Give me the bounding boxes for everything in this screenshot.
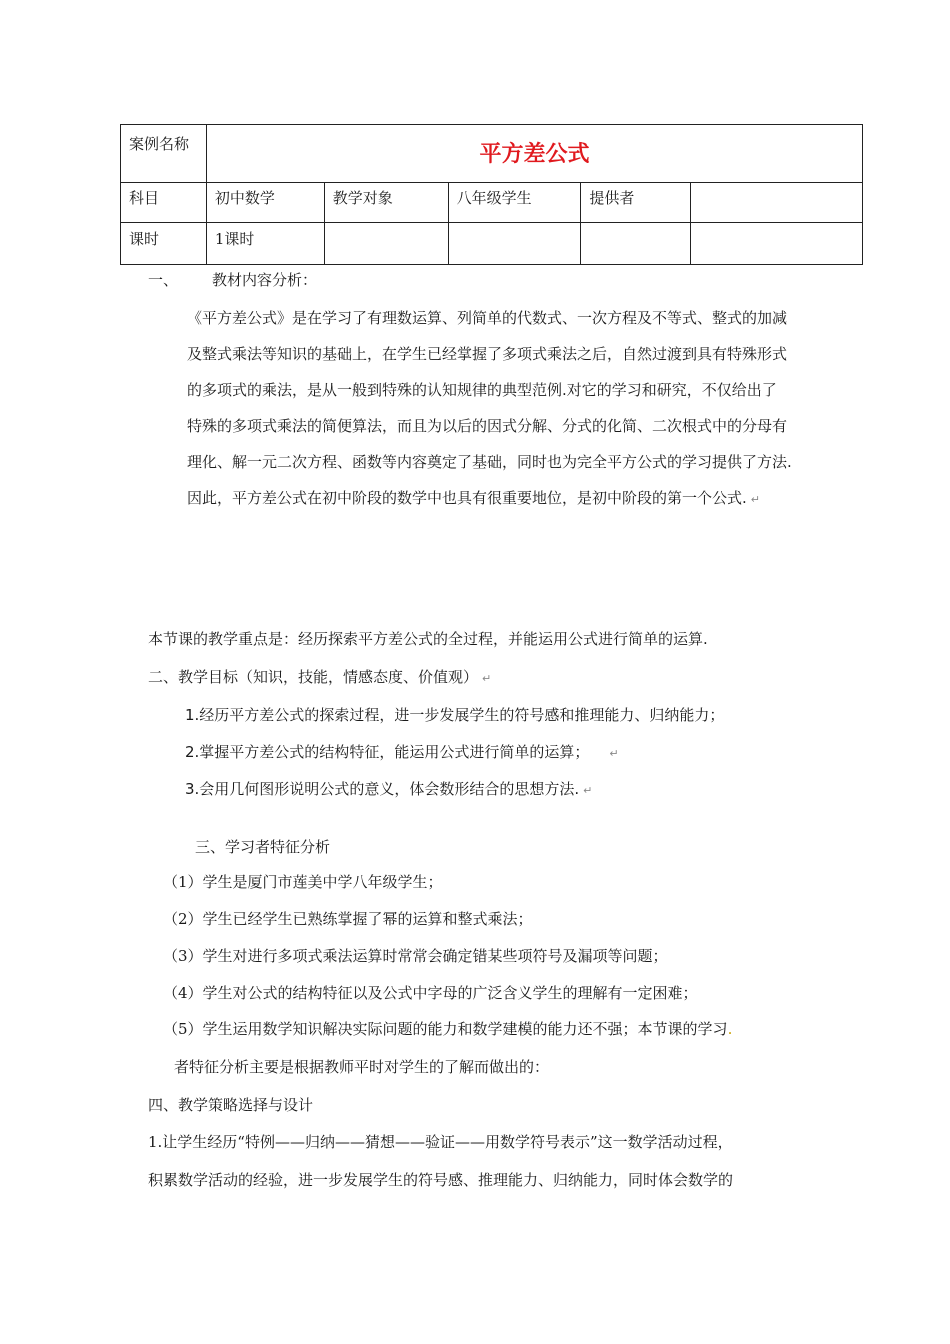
section1-number: 一、 [148, 271, 179, 289]
empty-cell [448, 223, 581, 265]
paragraph-line: 特殊的多项式乘法的简便算法，而且为以后的因式分解、分式的化简、二次根式中的分母有 [187, 417, 788, 435]
learner-item: （1）学生是厦门市莲美中学八年级学生； [163, 873, 443, 891]
focus-text: 本节课的教学重点是：经历探索平方差公式的全过程，并能运用公式进行简单的运算. [148, 630, 708, 648]
case-title-cell [206, 125, 862, 183]
paragraph-mark-icon: ↵ [750, 493, 760, 506]
paragraph-mark-icon: ↵ [583, 784, 593, 797]
table-row [121, 183, 863, 223]
objective-item: 1.经历平方差公式的探索过程，进一步发展学生的符号感和推理能力、归纳能力； [185, 706, 725, 724]
paragraph-mark-icon: ↵ [482, 672, 492, 685]
table-row [121, 223, 863, 265]
learner-item [163, 1018, 732, 1039]
empty-cell [581, 223, 691, 265]
provider-label: 提供者 [581, 183, 691, 223]
section4-heading: 四、教学策略选择与设计 [148, 1096, 314, 1114]
section1-paragraph [187, 300, 827, 516]
learner-text: （5）学生运用数学知识解决实际问题的能力和数学建模的能力还不强；本节课的学习 [163, 1020, 728, 1038]
section2-heading-text: 二、教学目标（知识，技能，情感态度、价值观） [148, 668, 479, 686]
audience-value: 八年级学生 [448, 183, 581, 223]
subject-label: 科目 [121, 183, 207, 223]
objective-item [185, 778, 592, 799]
paragraph-line: 的多项式的乘法，是从一般到特殊的认知规律的典型范例.对它的学习和研究，不仅给出了 [187, 381, 777, 399]
section2-heading [148, 666, 491, 687]
case-info-table [120, 124, 863, 265]
document-title: 平方差公式 [479, 142, 590, 167]
period-label: 课时 [121, 223, 207, 265]
objective-item [185, 741, 619, 762]
teaching-focus [148, 628, 708, 649]
period-value: 1课时 [206, 223, 324, 265]
case-name-label: 案例名称 [121, 125, 207, 183]
learner-item: （3）学生对进行多项式乘法运算时常常会确定错某些项符号及漏项等问题； [163, 947, 668, 965]
section3-heading: 三、学习者特征分析 [195, 838, 331, 856]
subject-value: 初中数学 [206, 183, 324, 223]
learner-closing: 者特征分析主要是根据教师平时对学生的了解而做出的： [174, 1058, 550, 1076]
paragraph-line: 及整式乘法等知识的基础上，在学生已经掌握了多项式乘法之后，自然过渡到具有特殊形式 [187, 345, 788, 363]
strategy-line: 积累数学活动的经验，进一步发展学生的符号感、推理能力、归纳能力，同时体会数学的 [148, 1171, 734, 1189]
paragraph-line: 《平方差公式》是在学习了有理数运算、列简单的代数式、一次方程及不等式、整式的加减 [187, 309, 788, 327]
table-row [121, 125, 863, 183]
paragraph-mark-icon: ↵ [609, 747, 619, 760]
objective-text: 2.掌握平方差公式的结构特征，能运用公式进行简单的运算； [185, 743, 590, 761]
empty-cell [691, 223, 863, 265]
empty-cell [324, 223, 448, 265]
section1-heading: 教材内容分析： [212, 271, 318, 289]
paragraph-line-last [187, 480, 827, 516]
audience-label: 教学对象 [324, 183, 448, 223]
period-dot: . [727, 1020, 733, 1038]
learner-item: （2）学生已经学生已熟练掌握了幂的运算和整式乘法； [163, 910, 533, 928]
paragraph-line: 理化、解一元二次方程、函数等内容奠定了基础，同时也为完全平方公式的学习提供了方法. [187, 453, 792, 471]
paragraph-text: 因此，平方差公式在初中阶段的数学中也具有很重要地位，是初中阶段的第一个公式. [187, 489, 747, 507]
learner-item: （4）学生对公式的结构特征以及公式中字母的广泛含义学生的理解有一定困难； [163, 984, 698, 1002]
provider-value [691, 183, 863, 223]
objective-text: 3.会用几何图形说明公式的意义，体会数形结合的思想方法. [185, 780, 580, 798]
strategy-line: 1.让学生经历“特例——归纳——猜想——验证——用数学符号表示”这一数学活动过程， [148, 1133, 733, 1151]
